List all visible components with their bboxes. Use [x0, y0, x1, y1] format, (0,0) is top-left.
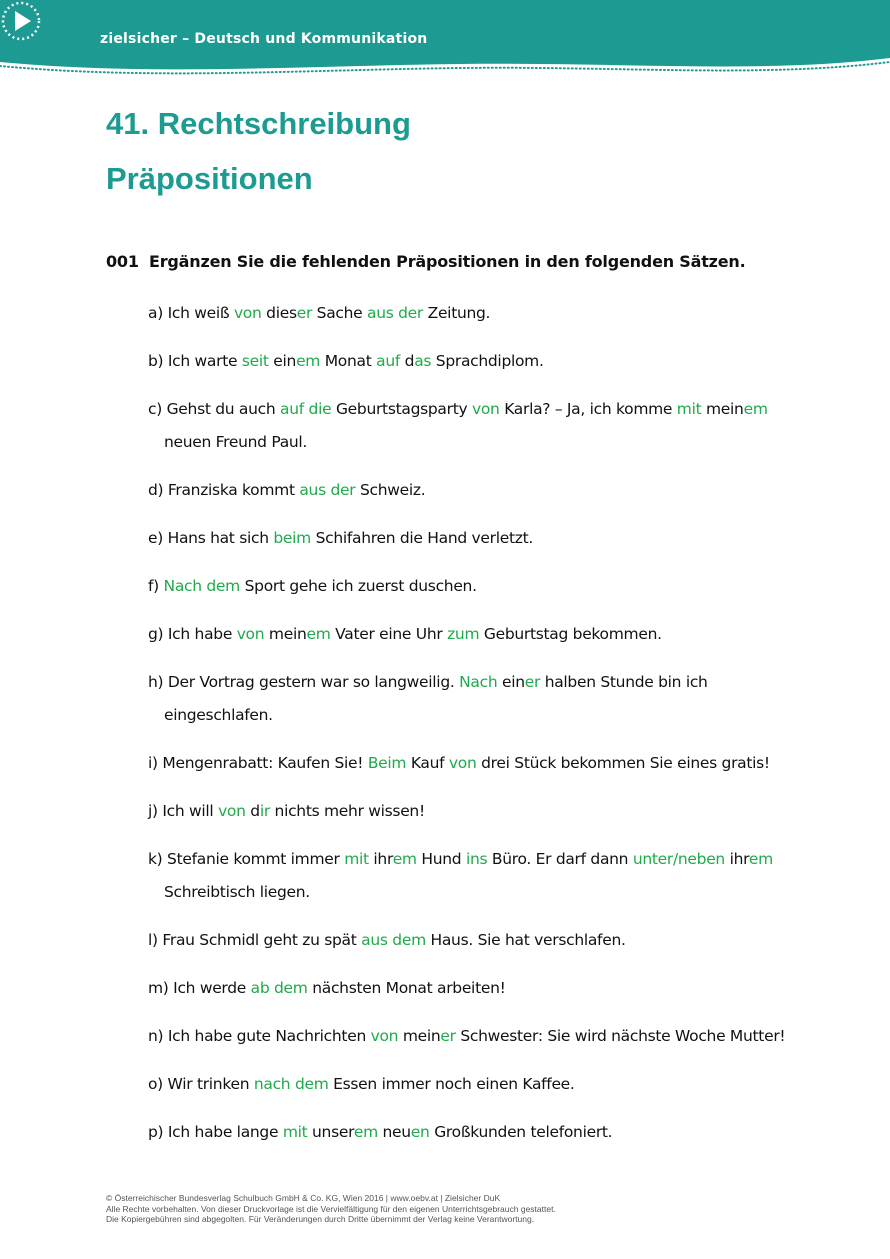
sentence-text: halben Stunde bin ich	[540, 673, 708, 691]
answer-text: ins	[465, 850, 488, 868]
sentence-line	[148, 850, 773, 868]
sentence-text: Büro. Er darf dann	[487, 850, 633, 868]
sentence-text: a) Ich weiß	[148, 304, 234, 322]
page-title: 41. Rechtschreibung	[106, 106, 411, 141]
sentence-text: b) Ich warte	[148, 352, 242, 370]
sentence-item-l	[148, 924, 848, 957]
sentence-item-n	[148, 1020, 848, 1053]
sentence-text: nächsten Monat arbeiten!	[307, 979, 506, 997]
sentence-text: Geburtstag bekommen.	[479, 625, 662, 643]
sentence-item-d	[148, 474, 848, 507]
sentence-item-h	[148, 666, 848, 732]
sentence-text: c) Gehst du auch	[148, 400, 281, 418]
sentence-line	[148, 529, 533, 547]
answer-text: ir	[259, 802, 270, 820]
answer-text: mit	[344, 850, 369, 868]
sentence-item-p	[148, 1116, 848, 1149]
sentence-text: d	[245, 802, 260, 820]
footer-rights: Alle Rechte vorbehalten. Von dieser Druckvorlage ist die Vervielfältigung für den eigenen Unterrichtsgebrauch gestattet.	[106, 1203, 556, 1214]
sentence-text: Essen immer noch einen Kaffee.	[328, 1075, 575, 1093]
sentence-text: Haus. Sie hat verschlafen.	[425, 931, 626, 949]
sentence-line	[148, 1123, 612, 1141]
sentence-item-g	[148, 618, 848, 651]
sentence-line	[148, 625, 662, 643]
sentence-text: l) Frau Schmidl geht zu spät	[148, 931, 362, 949]
sentence-text: f)	[148, 577, 164, 595]
sentence-text: n) Ich habe gute Nachrichten	[148, 1027, 371, 1045]
sentence-line	[148, 352, 544, 370]
sentence-text: Schwester: Sie wird nächste Woche Mutter!	[455, 1027, 786, 1045]
sentence-text: Schweiz.	[355, 481, 426, 499]
sentence-item-e	[148, 522, 848, 555]
sentence-item-a	[148, 297, 848, 330]
sentence-text: mein	[701, 400, 744, 418]
play-icon	[0, 0, 42, 42]
sentence-text: e) Hans hat sich	[148, 529, 274, 547]
answer-text: von	[370, 1027, 399, 1045]
answer-text: Nach dem	[163, 577, 240, 595]
answer-text: as	[414, 352, 432, 370]
sentence-text: i) Mengenrabatt: Kaufen Sie!	[148, 754, 368, 772]
sentence-line	[148, 577, 477, 595]
sentence-text: unser	[307, 1123, 354, 1141]
sentence-text: h) Der Vortrag gestern war so langweilig.	[148, 673, 460, 691]
sentence-line	[148, 699, 848, 732]
answer-text: zum	[447, 625, 480, 643]
sentence-text: Schreibtisch liegen.	[164, 883, 310, 901]
sentence-line	[148, 1027, 785, 1045]
answer-text: aus der	[299, 481, 356, 499]
answer-text: em	[392, 850, 417, 868]
answer-text: auf die	[280, 400, 332, 418]
sentence-text: Sache	[312, 304, 368, 322]
answer-text: Nach	[459, 673, 498, 691]
sentence-text: ihr	[368, 850, 393, 868]
sentence-text: p) Ich habe lange	[148, 1123, 283, 1141]
sentence-text: Zeitung.	[423, 304, 491, 322]
sentence-text: o) Wir trinken	[148, 1075, 254, 1093]
answer-text: aus der	[367, 304, 423, 322]
sentence-item-b	[148, 345, 848, 378]
sentence-text: nichts mehr wissen!	[269, 802, 425, 820]
sentence-text: mein	[398, 1027, 441, 1045]
sentence-line	[148, 673, 708, 691]
sentence-text: ihr	[724, 850, 749, 868]
sentence-item-c	[148, 393, 848, 459]
answer-text: seit	[241, 352, 269, 370]
answer-text: mit	[282, 1123, 308, 1141]
answer-text: em	[743, 400, 768, 418]
sentence-line	[148, 304, 490, 322]
sentence-text: Geburtstagsparty	[331, 400, 472, 418]
answer-text: ab dem	[250, 979, 308, 997]
task-heading	[106, 252, 745, 271]
sentence-text: neuen Freund Paul.	[164, 433, 308, 451]
sentence-line	[148, 876, 848, 909]
task-number: 001	[106, 252, 139, 271]
answer-text: auf	[376, 352, 401, 370]
sentence-text: Schifahren die Hand verletzt.	[310, 529, 533, 547]
sentence-text: Sport gehe ich zuerst duschen.	[239, 577, 477, 595]
footer	[106, 1193, 556, 1225]
sentence-line	[148, 802, 425, 820]
answer-text: en	[410, 1123, 430, 1141]
answer-text: em	[306, 625, 331, 643]
sentence-text: k) Stefanie kommt immer	[148, 850, 345, 868]
answer-text: beim	[273, 529, 311, 547]
answer-text: aus dem	[361, 931, 426, 949]
answer-text: von	[233, 304, 262, 322]
sentence-text: Karla? – Ja, ich komme	[499, 400, 677, 418]
sentence-text: Vater eine Uhr	[330, 625, 448, 643]
sentence-text: eingeschlafen.	[164, 706, 273, 724]
answer-text: von	[218, 802, 246, 820]
footer-fees: Die Kopiergebühren sind abgegolten. Für Veränderungen durch Dritte übernimmt der Verlag keine Verantwortung.	[106, 1214, 535, 1224]
page-subtitle: Präpositionen	[106, 161, 313, 196]
sentence-item-i	[148, 747, 848, 780]
answer-text: von	[448, 754, 477, 772]
brand-name: zielsicher – Deutsch und Kommunikation	[100, 31, 428, 47]
sentence-line	[148, 754, 770, 772]
answer-text: mit	[676, 400, 702, 418]
answer-text: em	[296, 352, 321, 370]
answer-text: nach dem	[253, 1075, 329, 1093]
sentence-line	[148, 1075, 575, 1093]
sentence-line	[148, 481, 425, 499]
sentence-item-j	[148, 795, 848, 828]
footer-copyright: © Österreichischer Bundesverlag Schulbuch GmbH & Co. KG, Wien 2016 | www.oebv.at | Zielsicher DuK	[106, 1193, 501, 1203]
sentence-line	[148, 931, 626, 949]
sentence-text: j) Ich will	[148, 802, 219, 820]
sentence-text: Großkunden telefoniert.	[429, 1123, 613, 1141]
sentence-text: dies	[261, 304, 297, 322]
sentence-text: d) Franziska kommt	[148, 481, 300, 499]
sentence-item-k	[148, 843, 848, 909]
answer-text: unter/neben	[632, 850, 725, 868]
sentence-item-f	[148, 570, 848, 603]
sentence-text: m) Ich werde	[148, 979, 251, 997]
sentence-item-m	[148, 972, 848, 1005]
sentence-text: Hund	[416, 850, 466, 868]
task-instruction: Ergänzen Sie die fehlenden Präpositionen in den folgenden Sätzen.	[149, 252, 746, 271]
sentence-text: d	[400, 352, 415, 370]
answer-text: er	[296, 304, 313, 322]
answer-text: Beim	[367, 754, 407, 772]
sentence-text: ein	[268, 352, 297, 370]
sentence-line	[148, 426, 848, 459]
sentence-line	[148, 979, 506, 997]
answer-text: von	[471, 400, 500, 418]
sentence-item-o	[148, 1068, 848, 1101]
sentence-text: mein	[264, 625, 307, 643]
sentence-text: Kauf	[406, 754, 449, 772]
answer-text: von	[236, 625, 265, 643]
sentence-text: g) Ich habe	[148, 625, 237, 643]
answer-text: em	[748, 850, 773, 868]
sentence-text: Monat	[320, 352, 377, 370]
answer-text: em	[353, 1123, 378, 1141]
answer-text: er	[440, 1027, 456, 1045]
sentence-text: drei Stück bekommen Sie eines gratis!	[476, 754, 770, 772]
answer-text: er	[524, 673, 541, 691]
sentence-list	[148, 297, 848, 1164]
sentence-text: neu	[377, 1123, 411, 1141]
sentence-line	[148, 400, 768, 418]
header-banner	[0, 0, 890, 80]
sentence-text: Sprachdiplom.	[431, 352, 544, 370]
sentence-text: ein	[497, 673, 525, 691]
